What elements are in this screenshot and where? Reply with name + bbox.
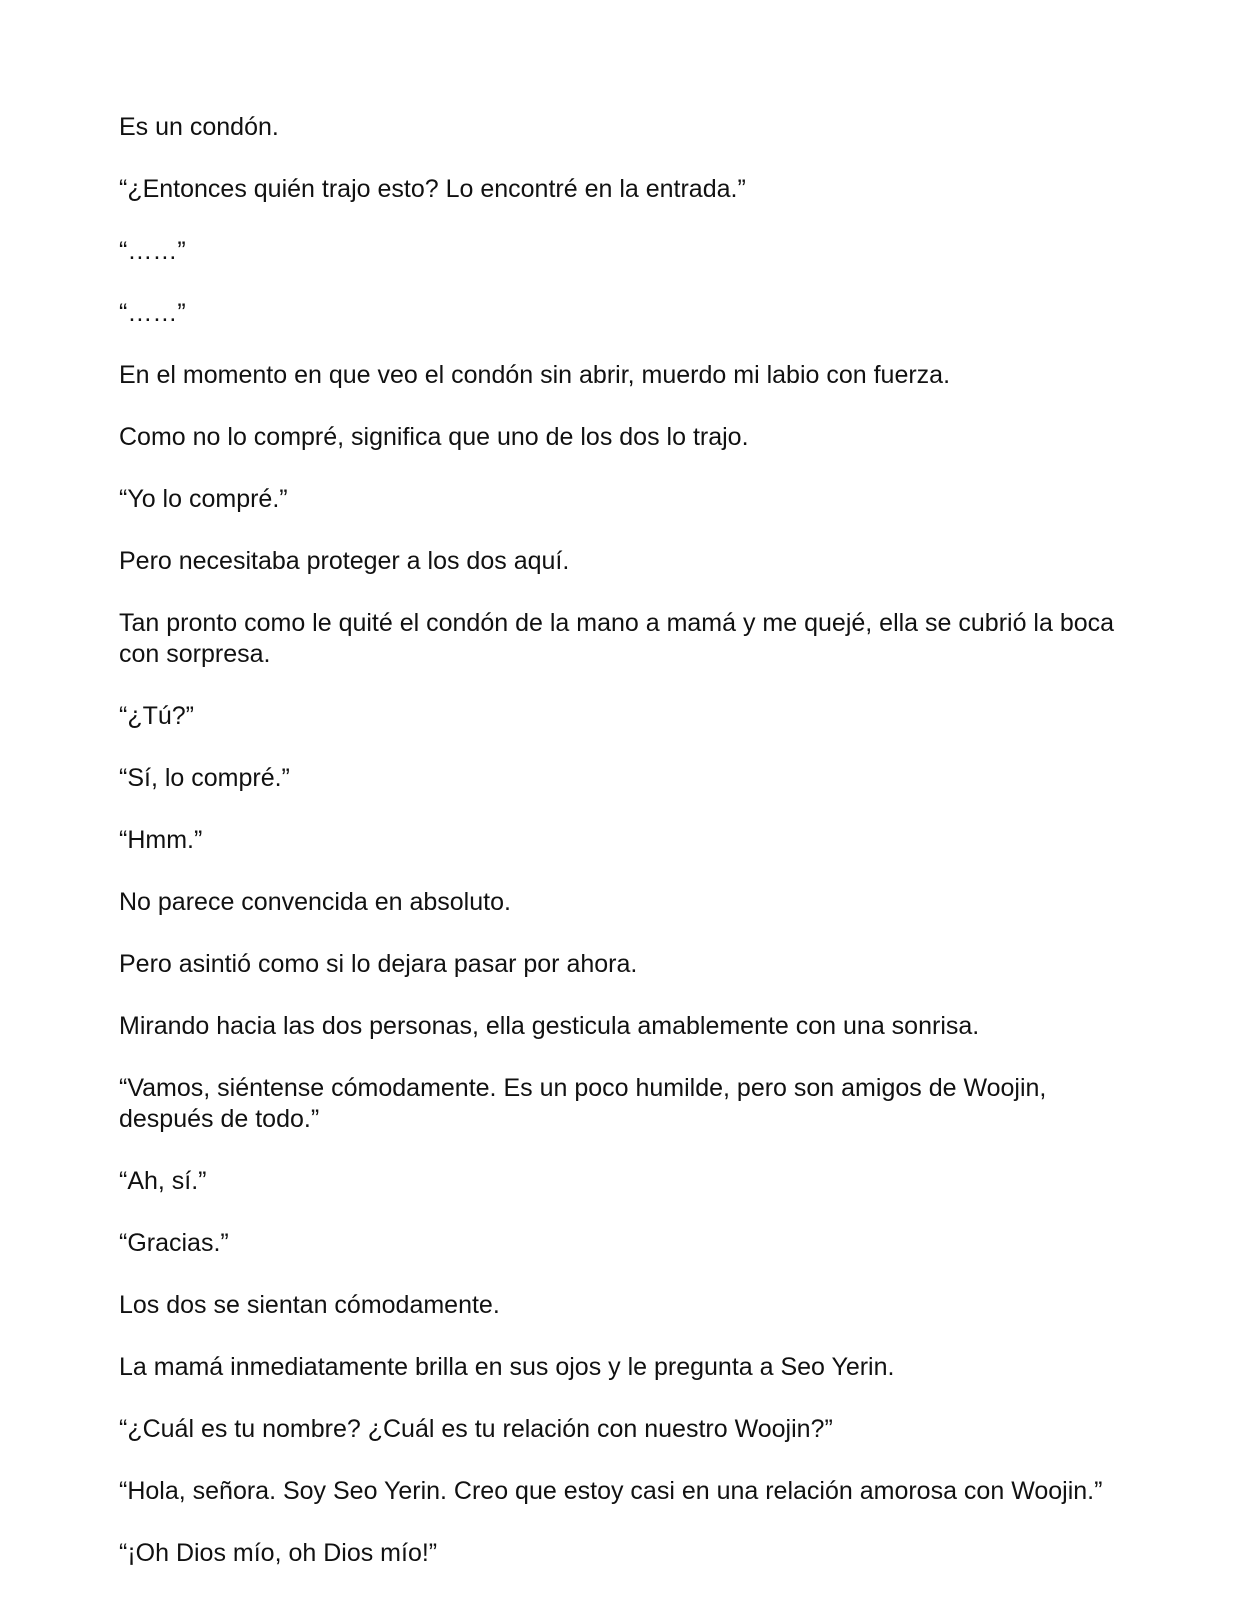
paragraph: No parece convencida en absoluto. [119, 888, 511, 916]
paragraph: “¿Cuál es tu nombre? ¿Cuál es tu relación con nuestro Woojin?” [119, 1415, 833, 1443]
paragraph: “Yo lo compré.” [119, 485, 288, 513]
paragraph: Pero asintió como si lo dejara pasar por ahora. [119, 950, 638, 978]
paragraph: “¿Tú?” [119, 702, 194, 730]
paragraph: “Hmm.” [119, 826, 203, 854]
paragraph: Mirando hacia las dos personas, ella gesticula amablemente con una sonrisa. [119, 1012, 980, 1040]
paragraph: La mamá inmediatamente brilla en sus ojos y le pregunta a Seo Yerin. [119, 1353, 895, 1381]
paragraph: Los dos se sientan cómodamente. [119, 1291, 500, 1319]
paragraph: “¿Entonces quién trajo esto? Lo encontré en la entrada.” [119, 175, 746, 203]
paragraph: “……” [119, 299, 186, 327]
document-body [119, 112, 1119, 1600]
paragraph: “Sí, lo compré.” [119, 764, 290, 792]
paragraph: “……” [119, 237, 186, 265]
paragraph: Es un condón. [119, 113, 279, 141]
paragraph: “Hola, señora. Soy Seo Yerin. Creo que estoy casi en una relación amorosa con Woojin.” [119, 1477, 1103, 1505]
paragraph: Como no lo compré, significa que uno de los dos lo trajo. [119, 423, 749, 451]
paragraph: “Ah, sí.” [119, 1167, 207, 1195]
paragraph: En el momento en que veo el condón sin abrir, muerdo mi labio con fuerza. [119, 361, 951, 389]
paragraph: “Gracias.” [119, 1229, 229, 1257]
paragraph: “Vamos, siéntense cómodamente. Es un poco humilde, pero son amigos de Woojin, después de todo.” [119, 1074, 1054, 1133]
paragraph: Pero necesitaba proteger a los dos aquí. [119, 547, 570, 575]
paragraph: Tan pronto como le quité el condón de la mano a mamá y me quejé, ella se cubrió la boca con sorpresa. [119, 609, 1121, 668]
paragraph: “¡Oh Dios mío, oh Dios mío!” [119, 1539, 438, 1567]
